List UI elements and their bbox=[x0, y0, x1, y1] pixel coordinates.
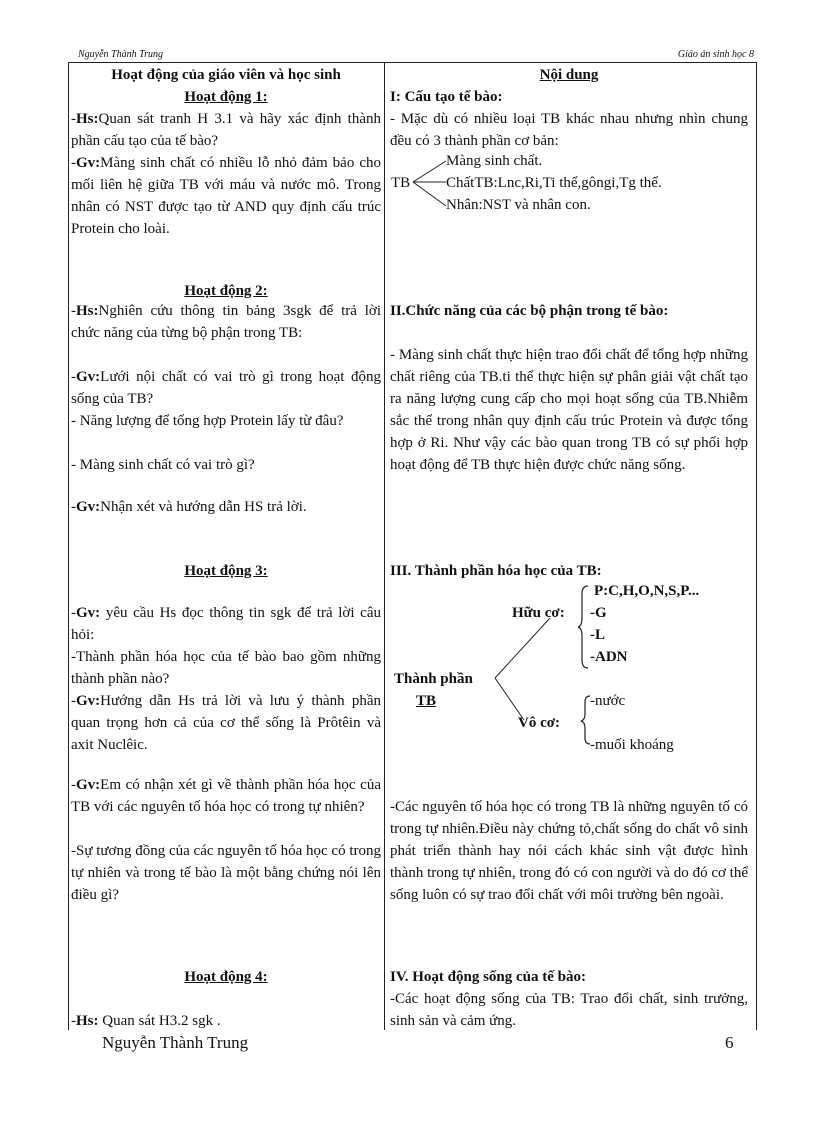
activity-1-hs: -Hs:Quan sát tranh H 3.1 và hãy xác định thành phần cấu tạo của tế bào? bbox=[71, 111, 381, 149]
branch-to-organic bbox=[495, 618, 550, 678]
footer-author: Nguyễn Thành Trung bbox=[102, 1033, 249, 1052]
tb-item-nucleus: Nhân:NST và nhân con. bbox=[446, 197, 591, 213]
hs-label: Hs: bbox=[76, 303, 99, 319]
table-top-border bbox=[68, 62, 757, 63]
page-number: 6 bbox=[725, 1033, 734, 1052]
gv-label: Gv: bbox=[76, 605, 101, 621]
organic-p: P:C,H,O,N,S,P... bbox=[594, 583, 700, 599]
inorganic-minerals: -muối khoáng bbox=[590, 737, 674, 753]
header-subject: Giáo án sinh học 8 bbox=[677, 49, 754, 60]
table-left-border bbox=[68, 62, 69, 1030]
activity-2-gv: -Gv:Lưới nội chất có vai trò gì trong hoạt động sống của TB? bbox=[71, 369, 381, 407]
section-4-text: -Các hoạt động sống của TB: Trao đổi chất, sinh trưởng, sinh sản và cảm ứng. bbox=[390, 991, 748, 1029]
gv-text: Lưới nội chất có vai trò gì trong hoạt động sống của TB? bbox=[71, 369, 381, 407]
header-author: Nguyễn Thành Trung bbox=[78, 49, 164, 60]
activity-3-question-2: -Sự tương đồng của các nguyên tố hóa học có trong tự nhiên và trong tế bào là một bằng chứng nói lên điều gì? bbox=[71, 843, 381, 903]
tb-item-cytoplasm: ChấtTB:Lnc,Ri,Ti thể,gôngi,Tg thể. bbox=[446, 175, 662, 191]
inorganic-brace-path bbox=[581, 696, 590, 744]
hs-label: Hs: bbox=[76, 111, 99, 127]
section-1-text: - Mặc dù có nhiều loại TB khác nhau nhưng nhìn chung đều có 3 thành phần cơ bản: bbox=[390, 111, 748, 149]
gv-label: Gv: bbox=[76, 369, 101, 385]
gv-text: Hướng dẫn Hs trả lời và lưu ý thành phần quan trọng hơn cả của cơ thể sống là Prôtêin và axit Nuclêic. bbox=[71, 693, 381, 753]
hs-text: Quan sát H3.2 sgk . bbox=[98, 1013, 221, 1029]
tb-item-membrane: Màng sinh chất. bbox=[446, 153, 543, 169]
gv-text: Nhận xét và hướng dẫn HS trả lời. bbox=[100, 499, 307, 515]
activity-3-gv: -Gv: yêu cầu Hs đọc thông tin sgk để trả lời câu hỏi: bbox=[71, 605, 381, 643]
activity-4-hs: -Hs: Quan sát H3.2 sgk . bbox=[71, 1013, 221, 1029]
gv-label: Gv: bbox=[76, 693, 101, 709]
composition-label: Thành phần bbox=[394, 671, 473, 687]
activity-3-gv-2: -Gv:Hướng dẫn Hs trả lời và lưu ý thành phần quan trọng hơn cả của cơ thể sống là Prôtêin và axit Nuclêic. bbox=[71, 693, 381, 753]
section-3-text: -Các nguyên tố hóa học có trong TB là những nguyên tố có trong tự nhiên.Điều này chứng tỏ,chất sống do chất vô sinh phát triển thành hay nói cách khác sinh vật được hình thành trong tự nhiên, trong đó có con người và do đó cơ thể sống luôn có sự trao đổi chất với môi trường bên ngoài. bbox=[390, 799, 748, 903]
hs-text: Quan sát tranh H 3.1 và hãy xác định thành phần cấu tạo của tế bào? bbox=[71, 111, 381, 149]
composition-branch-lines bbox=[494, 616, 554, 726]
section-4-title: IV. Hoạt động sống của tế bào: bbox=[390, 969, 587, 985]
gv-text: Em có nhận xét gì về thành phần hóa học của TB với các nguyên tố hóa học có trong tự nhiên? bbox=[71, 777, 381, 815]
section-3-title: III. Thành phần hóa học của TB: bbox=[390, 563, 602, 579]
activity-2-gv-2: -Gv:Nhận xét và hướng dẫn HS trả lời. bbox=[71, 499, 307, 515]
inorganic-label: Vô cơ: bbox=[518, 715, 561, 731]
activity-2-question-1: - Năng lượng để tổng hợp Protein lấy từ đâu? bbox=[71, 413, 344, 429]
inorganic-water: -nước bbox=[590, 693, 626, 709]
inorganic-brace bbox=[580, 694, 594, 746]
organic-adn: -ADN bbox=[590, 649, 628, 665]
organic-label: Hữu cơ: bbox=[512, 605, 565, 621]
gv-label: Gv: bbox=[76, 777, 101, 793]
gv-text: Màng sinh chất có nhiều lỗ nhỏ đảm bảo cho mối liên hệ giữa TB với máu và nước mô. Trong nhân có NST được tạo từ AND quy định cấu trúc Protein cho loài. bbox=[71, 155, 381, 237]
tb-label: TB bbox=[391, 175, 411, 191]
branch-line-top bbox=[413, 161, 446, 182]
activity-3-title: Hoạt động 3: bbox=[184, 563, 268, 579]
table-right-border bbox=[756, 62, 757, 1030]
right-column-title: Nội dung bbox=[539, 67, 599, 83]
organic-brace bbox=[578, 584, 592, 670]
activity-3-gv-3: -Gv:Em có nhận xét gì về thành phần hóa học của TB với các nguyên tố hóa học có trong tự nhiên? bbox=[71, 777, 381, 815]
organic-brace-path bbox=[578, 586, 588, 668]
gv-text: yêu cầu Hs đọc thông tin sgk để trả lời câu hỏi: bbox=[71, 605, 381, 643]
section-2-text: - Màng sinh chất thực hiện trao đổi chất để tổng hợp những chất riêng của TB.ti thể thực hiện sự phân giải vật chất tạo ra năng lượng cung cấp cho mọi hoạt sống của TB.Nhiễm sắc thể trong nhân quy định cấu trúc Protein và được tổng hợp ở Ri. Như vậy các bào quan trong TB có sự phối hợp hoạt động để TB thực hiện được chức năng sống. bbox=[390, 347, 748, 473]
left-column-title: Hoạt động của giáo viên và học sinh bbox=[111, 67, 341, 83]
organic-l: -L bbox=[590, 627, 605, 643]
activity-2-question-2: - Màng sinh chất có vai trò gì? bbox=[71, 457, 255, 473]
section-2-title: II.Chức năng của các bộ phận trong tế bào: bbox=[390, 303, 669, 319]
gv-label: Gv: bbox=[76, 155, 101, 171]
activity-4-title: Hoạt động 4: bbox=[184, 969, 268, 985]
table-middle-border bbox=[384, 62, 385, 1030]
composition-tb-label: TB bbox=[416, 693, 437, 709]
activity-1-gv: -Gv:Màng sinh chất có nhiều lỗ nhỏ đảm bảo cho mối liên hệ giữa TB với máu và nước mô. Trong nhân có NST được tạo từ AND quy định cấu trúc Protein cho loài. bbox=[71, 155, 381, 237]
activity-2-title: Hoạt động 2: bbox=[184, 283, 268, 299]
organic-g: -G bbox=[590, 605, 607, 621]
activity-1-title: Hoạt động 1: bbox=[184, 89, 268, 105]
activity-2-hs: -Hs:Nghiên cứu thông tin bảng 3sgk để trả lời chức năng của từng bộ phận trong TB: bbox=[71, 303, 381, 341]
gv-label: Gv: bbox=[76, 499, 101, 515]
activity-3-question-1: -Thành phần hóa học của tế bào bao gồm những thành phần nào? bbox=[71, 649, 381, 687]
hs-text: Nghiên cứu thông tin bảng 3sgk để trả lời chức năng của từng bộ phận trong TB: bbox=[71, 303, 381, 341]
section-1-title: I: Cấu tạo tế bào: bbox=[390, 89, 503, 105]
branch-line-bottom bbox=[413, 182, 446, 206]
hs-label: Hs: bbox=[76, 1013, 99, 1029]
